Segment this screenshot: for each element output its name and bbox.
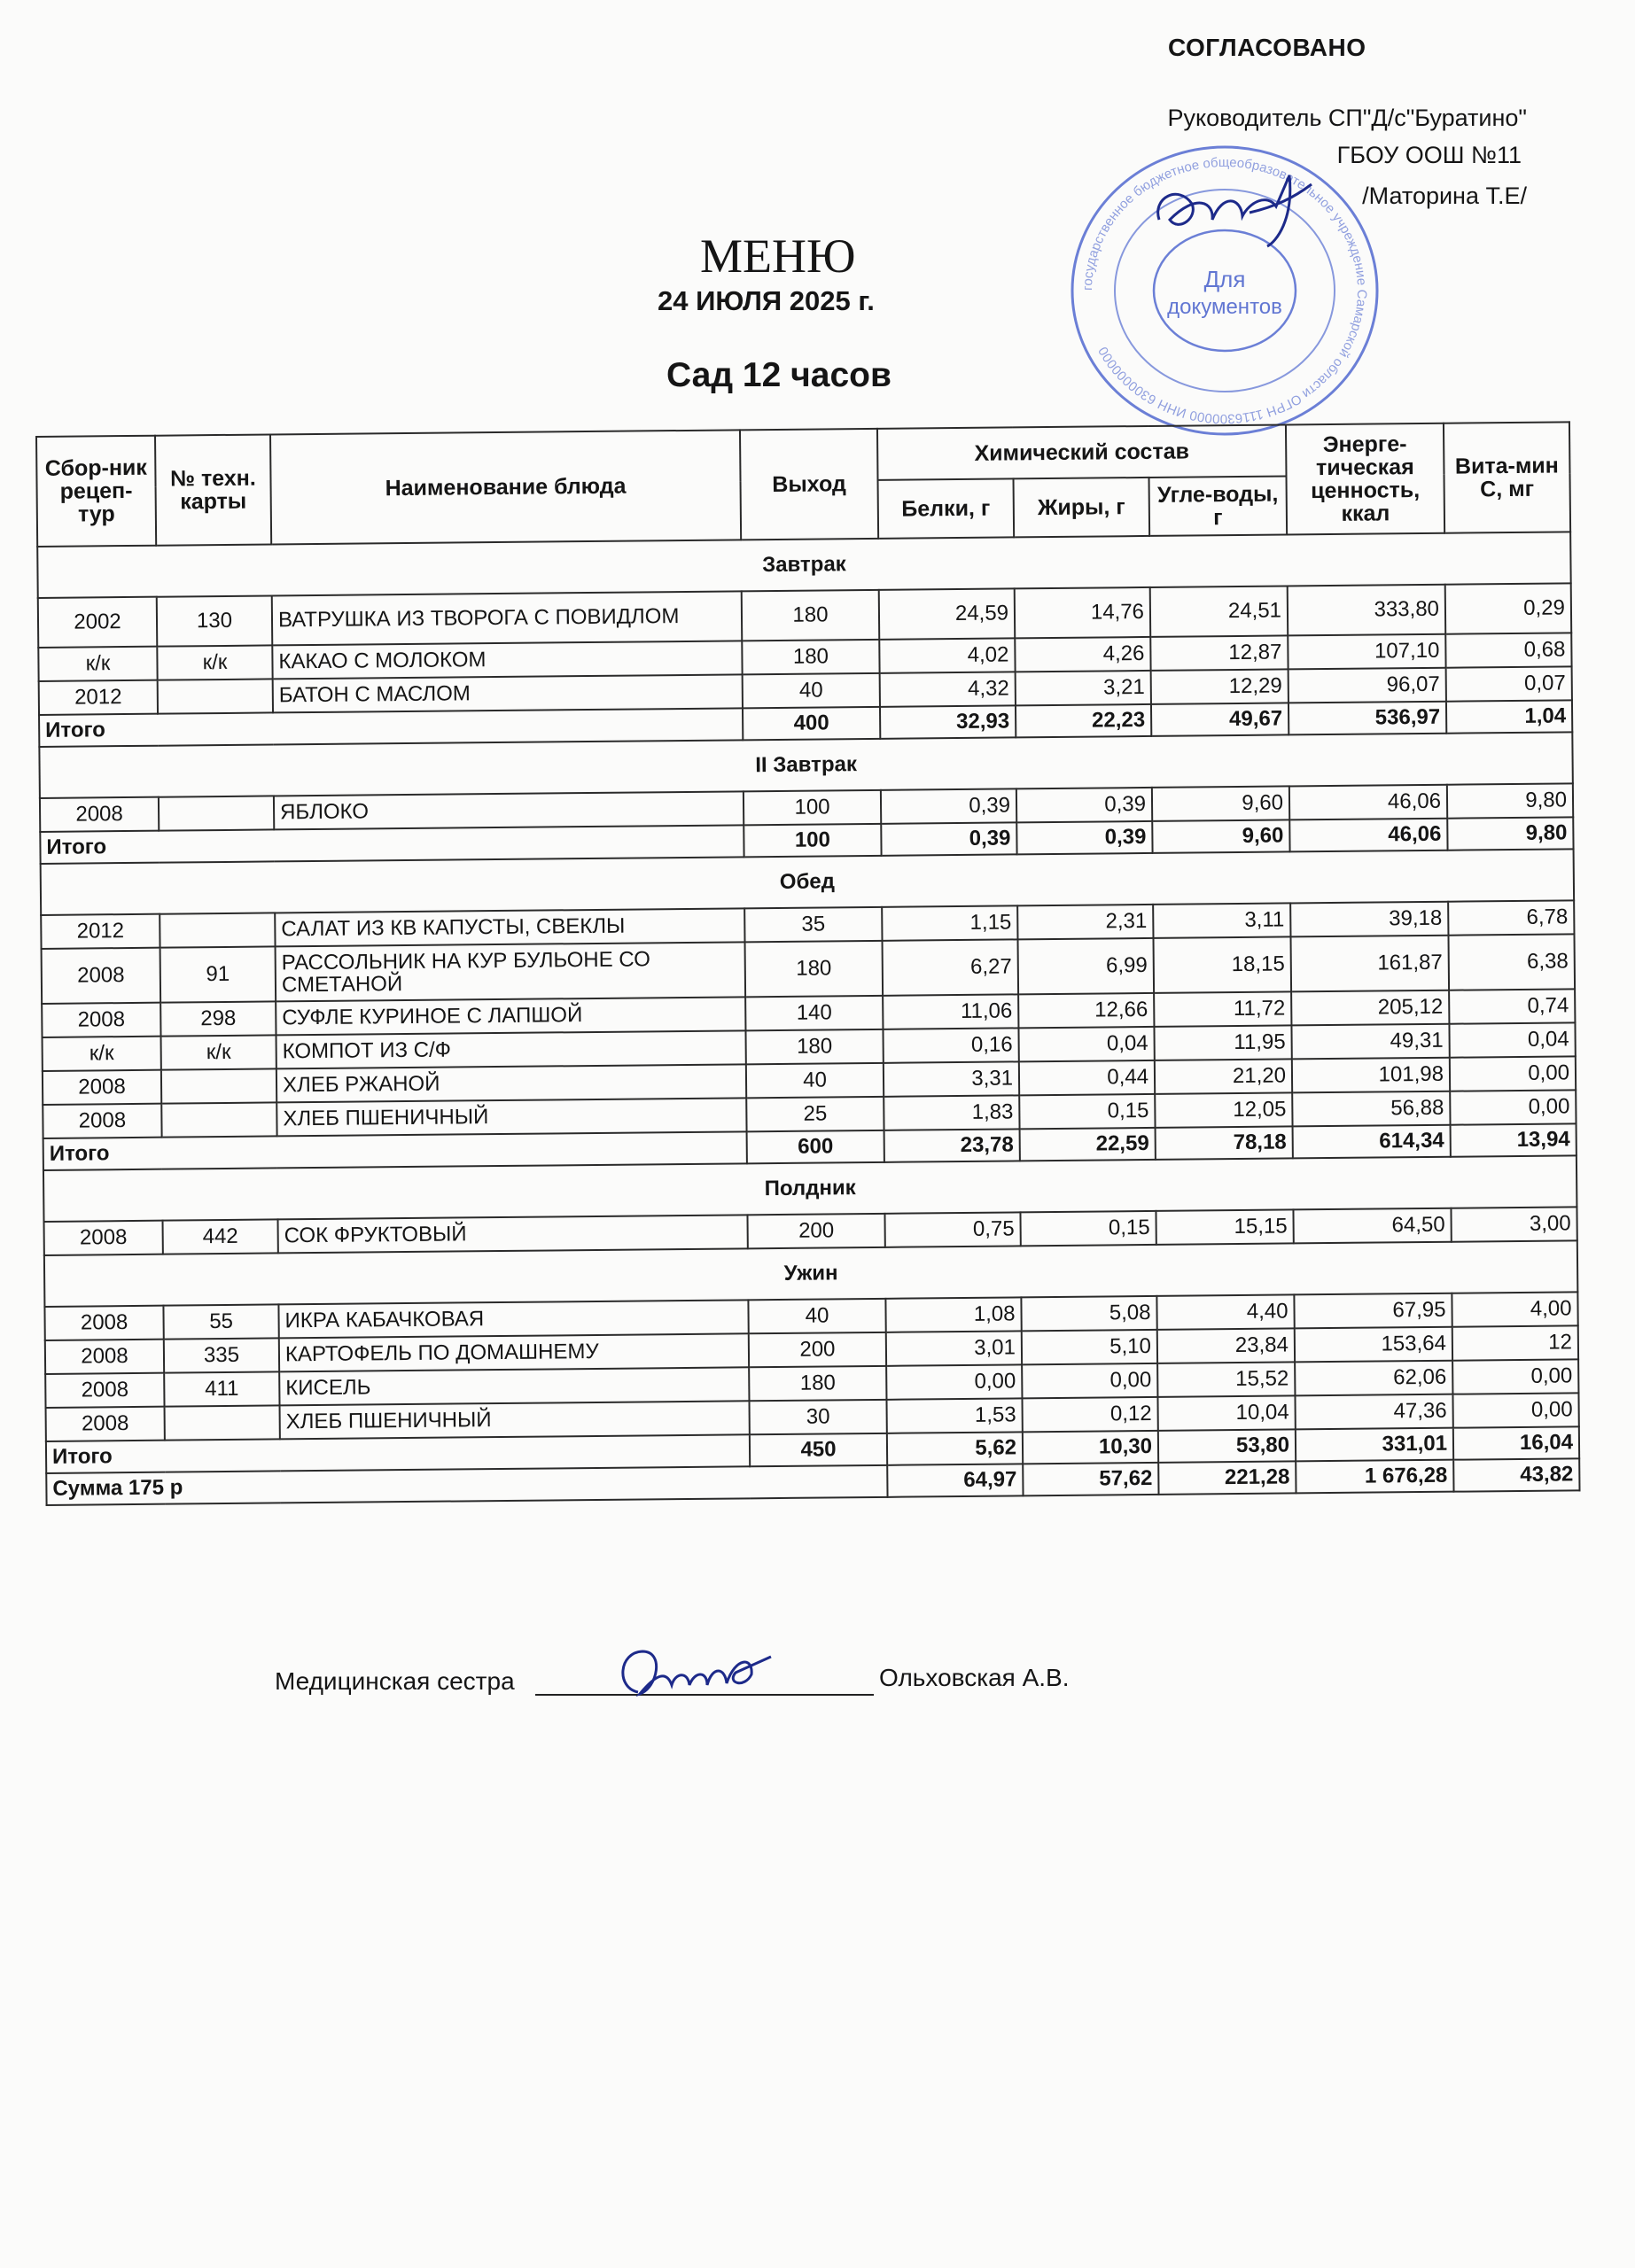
col-vitamin-c: Вита-мин С, мг — [1444, 422, 1570, 532]
total-vitc: 9,80 — [1447, 817, 1573, 850]
cell-fat: 0,15 — [1020, 1211, 1156, 1246]
cell-output: 30 — [749, 1400, 886, 1434]
cell-output: 40 — [746, 1063, 884, 1098]
cell-carbs: 15,52 — [1157, 1362, 1295, 1396]
grand-total-fat: 57,62 — [1023, 1463, 1158, 1495]
cell-fat: 3,21 — [1016, 671, 1151, 705]
cell-protein: 4,02 — [879, 638, 1015, 672]
cell-dish: КОМПОТ ИЗ С/Ф — [276, 1030, 746, 1068]
cell-carbs: 11,95 — [1154, 1025, 1291, 1060]
cell-collection: к/к — [38, 647, 157, 681]
cell-output: 200 — [749, 1332, 886, 1367]
cell-fat: 0,44 — [1019, 1060, 1155, 1095]
cell-output: 35 — [744, 907, 882, 942]
cell-dish: КАКАО С МОЛОКОМ — [272, 641, 742, 679]
grand-total-protein: 64,97 — [887, 1464, 1023, 1496]
cell-vitc: 0,00 — [1450, 1090, 1576, 1124]
col-chemical-composition: Химический состав — [877, 424, 1287, 479]
cell-fat: 2,31 — [1017, 905, 1153, 939]
cell-collection: 2008 — [45, 1373, 164, 1408]
total-protein: 5,62 — [887, 1432, 1023, 1464]
total-label: Итого — [40, 825, 744, 864]
cell-card — [161, 1068, 276, 1103]
approval-organization: ГБОУ ООШ №11 — [1336, 142, 1522, 168]
cell-vitc: 3,00 — [1451, 1207, 1577, 1241]
cell-dish: ХЛЕБ ПШЕНИЧНЫЙ — [280, 1401, 750, 1439]
total-label: Итого — [46, 1434, 750, 1473]
approval-position: Руководитель СП"Д/с"Буратино" — [1167, 105, 1527, 131]
section-title: Полдник — [43, 1155, 1577, 1222]
nurse-label: Медицинская сестра — [275, 1667, 515, 1695]
cell-energy: 67,95 — [1294, 1293, 1452, 1329]
cell-output: 180 — [745, 1029, 883, 1064]
cell-protein: 4,32 — [880, 672, 1016, 706]
total-energy: 331,01 — [1296, 1428, 1453, 1462]
cell-card: к/к — [157, 645, 272, 680]
col-card: № техн. карты — [155, 434, 271, 545]
nurse-signature — [603, 1639, 806, 1710]
cell-fat: 14,76 — [1015, 587, 1151, 638]
cell-dish: БАТОН С МАСЛОМ — [273, 674, 743, 712]
cell-carbs: 9,60 — [1152, 786, 1289, 820]
cell-vitc: 0,07 — [1446, 666, 1572, 701]
cell-collection: 2002 — [38, 597, 158, 648]
cell-carbs: 15,15 — [1156, 1209, 1293, 1244]
approval-label: СОГЛАСОВАНО — [1168, 34, 1366, 61]
col-output: Выход — [740, 429, 878, 540]
cell-energy: 161,87 — [1290, 936, 1449, 992]
cell-card: 442 — [163, 1219, 278, 1254]
col-collection: Сбор-ник рецеп-тур — [36, 436, 156, 547]
cell-collection: 2008 — [46, 1407, 165, 1441]
total-output: 400 — [743, 707, 880, 740]
cell-output: 40 — [743, 673, 880, 708]
page-title: МЕНЮ — [700, 229, 856, 283]
cell-carbs: 4,40 — [1156, 1294, 1294, 1329]
cell-collection: 2012 — [41, 914, 160, 949]
cell-output: 180 — [742, 640, 879, 674]
cell-dish: СОК ФРУКТОВЫЙ — [278, 1215, 748, 1253]
cell-card: 91 — [160, 946, 276, 1002]
cell-dish: СУФЛЕ КУРИНОЕ С ЛАПШОЙ — [276, 997, 745, 1035]
cell-fat: 0,12 — [1022, 1397, 1157, 1432]
grand-total-energy: 1 676,28 — [1296, 1460, 1453, 1494]
col-fat: Жиры, г — [1014, 478, 1150, 537]
cell-carbs: 11,72 — [1154, 991, 1291, 1026]
stamp-center-line1: Для — [1203, 266, 1246, 292]
total-energy: 614,34 — [1293, 1125, 1451, 1159]
col-carbs: Угле-воды, г — [1149, 476, 1288, 535]
cell-card — [158, 679, 273, 713]
cell-collection: 2008 — [42, 948, 161, 1004]
cell-card: 335 — [164, 1338, 279, 1372]
cell-collection: 2008 — [43, 1070, 161, 1105]
total-carbs: 49,67 — [1151, 703, 1289, 735]
total-carbs: 78,18 — [1156, 1126, 1293, 1159]
cell-card: 55 — [163, 1304, 278, 1339]
cell-protein: 11,06 — [883, 994, 1018, 1029]
cell-output: 100 — [744, 790, 881, 825]
cell-energy: 101,98 — [1292, 1058, 1450, 1093]
grand-total-label: Сумма 175 р — [46, 1465, 887, 1505]
cell-card — [161, 1102, 276, 1137]
cell-energy: 96,07 — [1289, 668, 1446, 703]
total-fat: 22,59 — [1020, 1128, 1156, 1161]
section-title: Ужин — [44, 1240, 1577, 1307]
total-output: 600 — [747, 1130, 884, 1163]
cell-dish: ВАТРУШКА ИЗ ТВОРОГА С ПОВИДЛОМ — [272, 591, 743, 645]
menu-table — [35, 421, 1581, 1506]
cell-vitc: 0,00 — [1452, 1393, 1578, 1427]
cell-carbs: 23,84 — [1157, 1328, 1295, 1363]
cell-card: 298 — [160, 1001, 276, 1036]
cell-collection: 2008 — [44, 1306, 163, 1340]
section-title: Завтрак — [37, 532, 1570, 598]
cell-card — [165, 1405, 280, 1440]
section-title: II Завтрак — [39, 732, 1572, 798]
menu-date: 24 ИЮЛЯ 2025 г. — [658, 285, 875, 316]
cell-dish: КИСЕЛЬ — [279, 1367, 749, 1405]
cell-energy: 62,06 — [1295, 1361, 1452, 1396]
cell-protein: 0,39 — [881, 788, 1016, 823]
cell-energy: 153,64 — [1295, 1327, 1452, 1363]
cell-card — [160, 913, 275, 947]
stamp-center-line2: документов — [1167, 295, 1282, 319]
cell-protein: 1,83 — [884, 1095, 1019, 1130]
cell-protein: 1,15 — [882, 905, 1017, 940]
cell-energy: 39,18 — [1290, 902, 1448, 937]
cell-energy: 107,10 — [1288, 634, 1445, 670]
cell-energy: 46,06 — [1289, 785, 1447, 820]
total-energy: 46,06 — [1289, 819, 1447, 852]
total-fat: 22,23 — [1016, 704, 1151, 737]
cell-card: к/к — [161, 1035, 276, 1069]
head-signature — [1143, 158, 1320, 255]
cell-collection: 2008 — [43, 1104, 161, 1138]
cell-carbs: 12,87 — [1150, 635, 1288, 670]
cell-energy: 333,80 — [1288, 585, 1446, 636]
total-protein: 23,78 — [884, 1129, 1020, 1161]
col-dish: Наименование блюда — [270, 430, 741, 544]
cell-vitc: 0,04 — [1449, 1022, 1575, 1057]
cell-card: 130 — [157, 595, 273, 646]
col-energy: Энерге-тическая ценность, ккал — [1286, 423, 1444, 535]
cell-fat: 0,00 — [1022, 1363, 1157, 1398]
grand-total-carbs: 221,28 — [1158, 1461, 1296, 1494]
cell-collection: 2008 — [42, 1003, 160, 1037]
section-title: Обед — [41, 849, 1574, 915]
cell-fat: 4,26 — [1015, 637, 1150, 672]
cell-card: 411 — [164, 1371, 279, 1406]
cell-protein: 0,16 — [883, 1028, 1018, 1062]
cell-fat: 0,15 — [1019, 1094, 1155, 1129]
cell-dish: КАРТОФЕЛЬ ПО ДОМАШНЕМУ — [279, 1333, 749, 1371]
cell-carbs: 24,51 — [1150, 586, 1289, 636]
cell-energy: 205,12 — [1291, 990, 1449, 1026]
cell-vitc: 12 — [1452, 1325, 1578, 1360]
cell-vitc: 0,00 — [1452, 1359, 1578, 1394]
cell-fat: 0,04 — [1018, 1027, 1154, 1061]
cell-energy: 49,31 — [1291, 1024, 1449, 1060]
total-vitc: 13,94 — [1451, 1123, 1577, 1156]
cell-dish: ЯБЛОКО — [274, 791, 744, 829]
cell-dish: ХЛЕБ ПШЕНИЧНЫЙ — [276, 1098, 746, 1136]
total-vitc: 16,04 — [1453, 1426, 1579, 1459]
total-energy: 536,97 — [1289, 702, 1446, 735]
total-fat: 0,39 — [1016, 821, 1152, 854]
total-protein: 0,39 — [881, 822, 1016, 855]
total-carbs: 53,80 — [1158, 1429, 1296, 1462]
cell-dish: САЛАТ ИЗ КВ КАПУСТЫ, СВЕКЛЫ — [275, 908, 744, 946]
cell-output: 40 — [748, 1299, 885, 1333]
total-carbs: 9,60 — [1152, 819, 1289, 852]
cell-dish: РАССОЛЬНИК НА КУР БУЛЬОНЕ СО СМЕТАНОЙ — [276, 942, 746, 1001]
cell-fat: 5,10 — [1022, 1330, 1157, 1364]
cell-output: 140 — [745, 996, 883, 1030]
cell-protein: 0,75 — [884, 1212, 1020, 1247]
cell-vitc: 0,74 — [1449, 989, 1575, 1023]
cell-protein: 6,27 — [883, 939, 1019, 995]
cell-dish: ИКРА КАБАЧКОВАЯ — [278, 1300, 748, 1338]
nurse-name: Ольховская А.В. — [879, 1664, 1070, 1691]
cell-fat: 0,39 — [1016, 788, 1152, 822]
cell-protein: 1,53 — [886, 1398, 1022, 1433]
cell-carbs: 21,20 — [1155, 1059, 1292, 1093]
cell-vitc: 0,00 — [1450, 1056, 1576, 1091]
total-fat: 10,30 — [1023, 1431, 1158, 1464]
cell-carbs: 3,11 — [1153, 903, 1290, 937]
total-label: Итого — [39, 708, 743, 747]
approval-name: /Маторина Т.Е/ — [1362, 183, 1527, 209]
col-protein: Белки, г — [878, 478, 1015, 538]
menu-subtitle: Сад 12 часов — [666, 356, 891, 394]
cell-energy: 47,36 — [1295, 1394, 1452, 1430]
total-output: 450 — [750, 1433, 887, 1466]
cell-energy: 64,50 — [1293, 1208, 1451, 1244]
cell-vitc: 6,78 — [1448, 900, 1574, 935]
cell-output: 180 — [749, 1366, 886, 1401]
cell-protein: 24,59 — [879, 588, 1016, 639]
total-vitc: 1,04 — [1446, 700, 1572, 733]
cell-fat: 12,66 — [1018, 993, 1154, 1028]
cell-carbs: 12,29 — [1151, 669, 1289, 703]
cell-vitc: 6,38 — [1448, 934, 1575, 990]
grand-total-vitc: 43,82 — [1453, 1458, 1579, 1491]
cell-carbs: 12,05 — [1155, 1092, 1292, 1127]
total-protein: 32,93 — [880, 705, 1016, 738]
cell-dish: ХЛЕБ РЖАНОЙ — [276, 1064, 746, 1102]
cell-output: 180 — [742, 590, 880, 641]
cell-output: 25 — [746, 1097, 884, 1131]
total-label: Итого — [43, 1131, 747, 1170]
cell-collection: 2012 — [39, 680, 158, 715]
cell-carbs: 18,15 — [1154, 936, 1292, 992]
total-output: 100 — [744, 824, 881, 857]
cell-collection: 2008 — [44, 1221, 163, 1255]
cell-protein: 3,31 — [884, 1061, 1019, 1096]
cell-output: 200 — [747, 1214, 884, 1248]
cell-protein: 1,08 — [885, 1297, 1021, 1332]
cell-collection: к/к — [43, 1037, 161, 1071]
cell-vitc: 0,68 — [1445, 633, 1571, 667]
cell-vitc: 4,00 — [1452, 1292, 1577, 1326]
cell-carbs: 10,04 — [1157, 1395, 1295, 1430]
cell-vitc: 9,80 — [1447, 783, 1573, 818]
cell-vitc: 0,29 — [1445, 583, 1572, 633]
cell-output: 180 — [745, 941, 884, 997]
cell-energy: 56,88 — [1292, 1091, 1450, 1127]
cell-collection: 2008 — [45, 1340, 164, 1374]
cell-collection: 2008 — [40, 797, 159, 832]
cell-fat: 5,08 — [1021, 1296, 1156, 1331]
stamp-ring-text: государственное бюджетное общеобразовательное учреждение Самарской области ОГРН 1116300000 ИНН 6300000000 — [1079, 154, 1370, 427]
cell-fat: 6,99 — [1018, 938, 1155, 994]
cell-card — [159, 796, 274, 830]
cell-protein: 0,00 — [886, 1364, 1022, 1399]
cell-protein: 3,01 — [886, 1331, 1022, 1365]
